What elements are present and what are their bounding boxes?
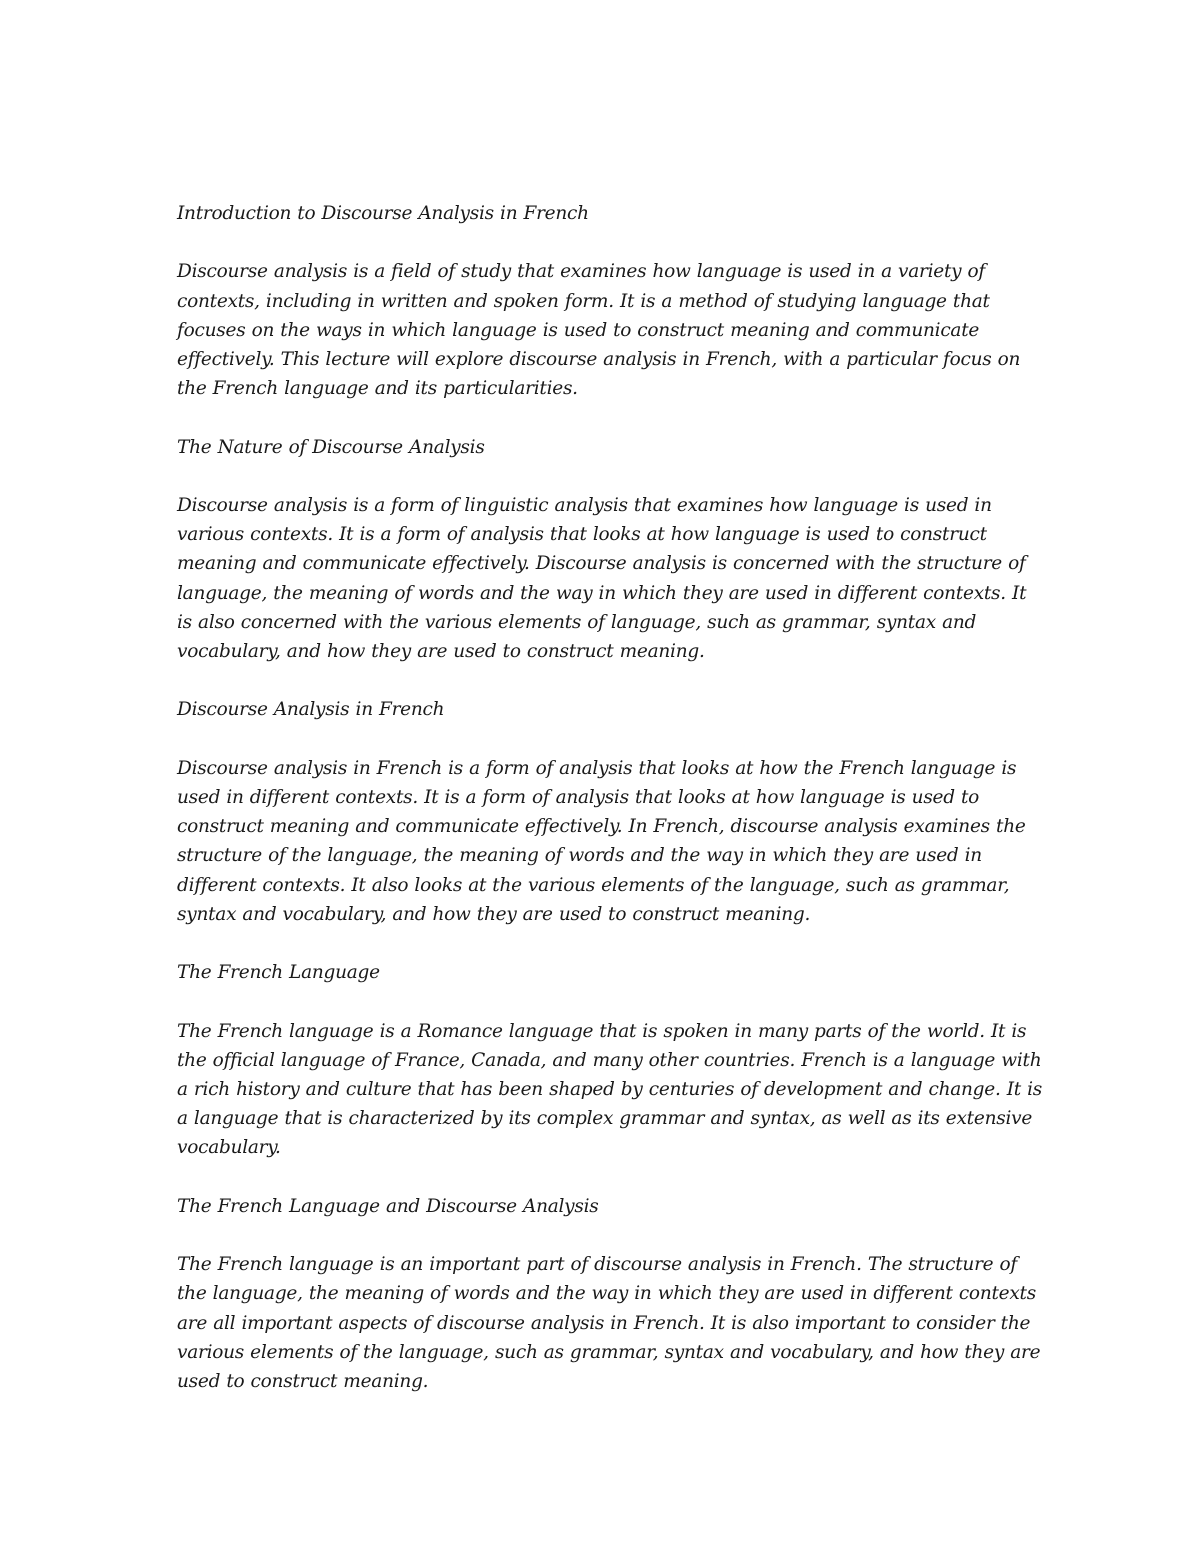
section-heading-language-and-discourse: The French Language and Discourse Analysis [177,1195,599,1217]
section-paragraph-language-and-discourse: The French language is an important part of discourse analysis in French. The structure of the language, the meaning of words and the way in which they are used in different contexts are all important aspects of discourse analysis in French. It is also important to consider the various elements of the language, such as grammar, syntax and vocabulary, and how they are used to construct meaning. [177,1254,1041,1392]
section-paragraph-nature: Discourse analysis is a form of linguistic analysis that examines how language is used in various contexts. It is a form of analysis that looks at how language is used to construct meaning and communicate effectively. Discourse analysis is concerned with the structure of language, the meaning of words and the way in which they are used in different contexts. It is also concerned with the various elements of language, such as grammar, syntax and vocabulary, and how they are used to construct meaning. [177,494,1027,662]
section-heading-nature: The Nature of Discourse Analysis [177,436,485,458]
section-paragraph-discourse-in-french: Discourse analysis in French is a form of analysis that looks at how the French language is used in different contexts. It is a form of analysis that looks at how language is used to construct meaning and communicate effectively. In French, discourse analysis examines the structure of the language, the meaning of words and the way in which they are used in different contexts. It also looks at the various elements of the language, such as grammar, syntax and vocabulary, and how they are used to construct meaning. [177,757,1026,925]
section-paragraph-french-language: The French language is a Romance language that is spoken in many parts of the world. It is the official language of France, Canada, and many other countries. French is a language with a rich history and culture that has been shaped by centuries of development and change. It is a language that is characterized by its complex grammar and syntax, as well as its extensive vocabulary. [177,1020,1043,1159]
section-heading-introduction: Introduction to Discourse Analysis in French [177,203,589,224]
section-paragraph-introduction: Discourse analysis is a field of study that examines how language is used in a variety of contexts, including in written and spoken form. It is a method of studying language that focuses on the ways in which language is used to construct meaning and communicate effectively. This lecture will explore discourse analysis in French, with a particular focus on the French language and its particularities. [177,261,1021,400]
section-heading-french-language: The French Language [177,962,380,984]
section-heading-discourse-in-french: Discourse Analysis in French [177,699,445,721]
document-body [177,199,1047,1425]
